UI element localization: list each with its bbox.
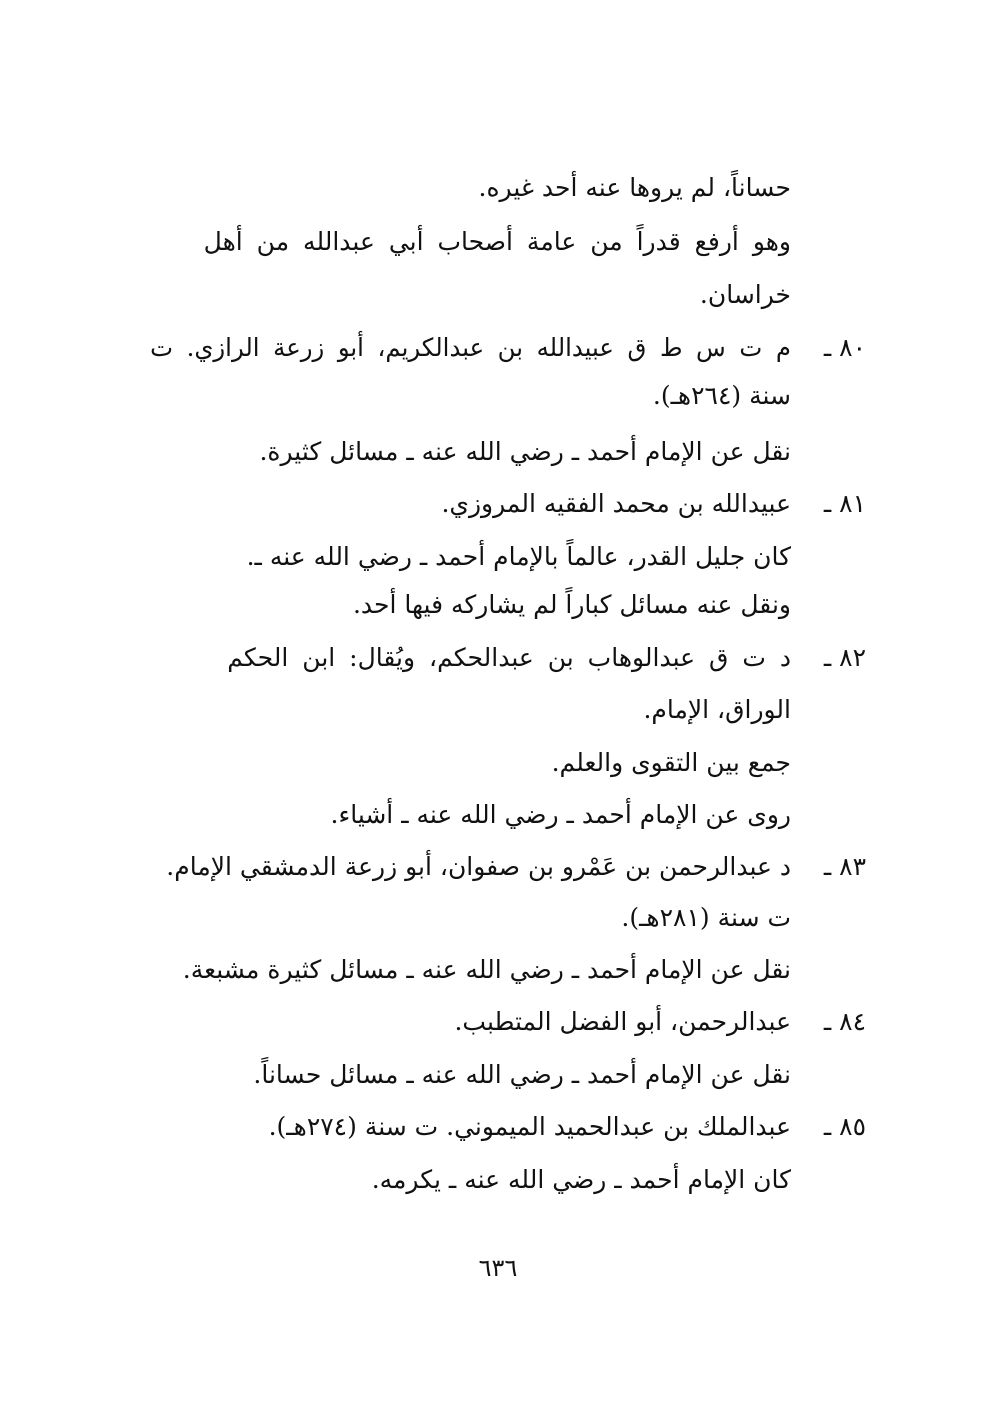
entry-body-text: نقل عن الإمام أحمد ـ رضي الله عنه ـ مسائل كثيرة.	[259, 437, 791, 466]
intro-line-3	[700, 275, 791, 315]
entry-heading-text: عبدالملك بن عبدالحميد الميموني. ت سنة (٢٧٤هـ).	[268, 1112, 791, 1141]
entry-body-line	[353, 585, 791, 625]
entry-body-text: جمع بين التقوى والعلم.	[551, 748, 791, 777]
intro-line-1	[479, 168, 791, 208]
entry-number: ٨٢ ـ	[823, 643, 866, 672]
entry-body-line	[253, 1055, 791, 1095]
entry-body-text: روى عن الإمام أحمد ـ رضي الله عنه ـ أشياء.	[330, 800, 791, 829]
entry-body-line	[372, 1160, 791, 1200]
entry-heading	[269, 1107, 791, 1147]
entry-heading-continuation	[653, 376, 791, 416]
entry-heading-text: م ت س ط ق عبيدالله بن عبدالكريم، أبو زرعة الرازي. ت	[150, 333, 791, 362]
entry-heading	[227, 638, 791, 678]
entry-heading-text: د عبدالرحمن بن عَمْرو بن صفوان، أبو زرعة الدمشقي الإمام.	[166, 852, 791, 881]
entry-body-text: نقل عن الإمام أحمد ـ رضي الله عنه ـ مسائل حساناً.	[253, 1060, 791, 1089]
entry-body-text: نقل عن الإمام أحمد ـ رضي الله عنه ـ مسائل كثيرة مشبعة.	[182, 955, 791, 984]
entry-body-text: كان الإمام أحمد ـ رضي الله عنه ـ يكرمه.	[371, 1165, 791, 1194]
intro-text-3: خراسان.	[699, 280, 791, 309]
entry-body-text: ونقل عنه مسائل كباراً لم يشاركه فيها أحد.	[352, 590, 791, 619]
entry-body-line	[247, 537, 791, 577]
entry-heading-continuation	[621, 898, 791, 938]
entry-heading	[454, 1002, 791, 1042]
entry-heading-continuation	[643, 690, 791, 730]
entry-body-line	[331, 795, 792, 835]
entry-heading	[441, 484, 791, 524]
intro-line-2	[204, 222, 791, 262]
entry-heading	[150, 328, 791, 368]
intro-text-2: وهو أرفع قدراً من عامة أصحاب أبي عبدالله من أهل	[203, 227, 791, 256]
entry-heading-text-2: ت سنة (٢٨١هـ).	[621, 903, 791, 932]
entry-heading-text-2: سنة (٢٦٤هـ).	[652, 381, 791, 410]
entry-heading-text-2: الوراق، الإمام.	[643, 695, 791, 724]
entry-heading-text: عبيدالله بن محمد الفقيه المروزي.	[441, 489, 791, 518]
entry-number: ٨٠ ـ	[823, 333, 866, 362]
entry-body-line	[259, 432, 791, 472]
entry-number: ٨٥ ـ	[823, 1112, 866, 1141]
entry-number: ٨٣ ـ	[823, 852, 866, 881]
entry-number: ٨١ ـ	[823, 489, 866, 518]
entry-heading-text: د ت ق عبدالوهاب بن عبدالحكم، ويُقال: ابن الحكم	[227, 643, 791, 672]
page-number: ٦٣٦	[478, 1254, 518, 1282]
entry-body-text: كان جليل القدر، عالماً بالإمام أحمد ـ رضي الله عنه ـ.	[246, 542, 791, 571]
intro-text-1: حساناً، لم يروها عنه أحد غيره.	[478, 173, 791, 202]
entry-heading-text: عبدالرحمن، أبو الفضل المتطبب.	[454, 1007, 791, 1036]
entry-number: ٨٤ ـ	[823, 1007, 866, 1036]
entry-body-line	[183, 950, 791, 990]
entry-heading	[166, 847, 791, 887]
entry-body-line	[552, 743, 791, 783]
